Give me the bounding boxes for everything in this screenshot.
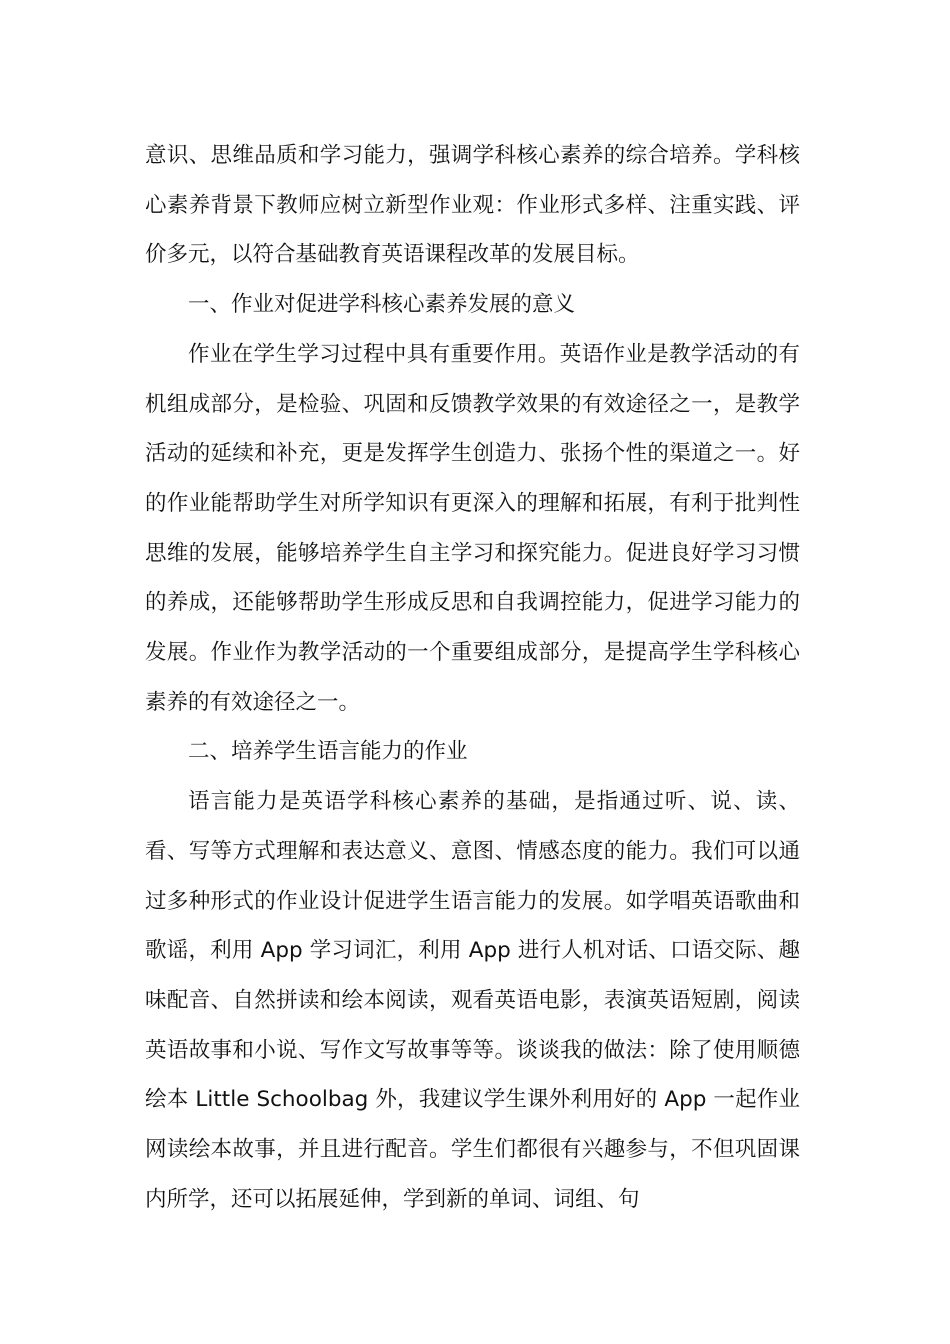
paragraph-homework-significance: 作业在学生学习过程中具有重要作用。英语作业是教学活动的有机组成部分，是检验、巩固和反馈教学效果的有效途径之一，是教学活动的延续和补充，更是发挥学生创造力、张扬个性的渠道之一。好的作业能帮助学生对所学知识有更深入的理解和拓展，有利于批判性思维的发展，能够培养学生自主学习和探究能力。促进良好学习习惯的养成，还能够帮助学生形成反思和自我调控能力，促进学习能力的发展。作业作为教学活动的一个重要组成部分，是提高学生学科核心素养的有效途径之一。 (145, 341, 800, 715)
paragraph-continuation: 意识、思维品质和学习能力，强调学科核心素养的综合培养。学科核心素养背景下教师应树立新型作业观：作业形式多样、注重实践、评价多元，以符合基础教育英语课程改革的发展目标。 (145, 143, 800, 268)
section-heading-1: 一、作业对促进学科核心素养发展的意义 (188, 292, 576, 318)
section-heading-2: 二、培养学生语言能力的作业 (188, 739, 468, 765)
document-body (145, 131, 800, 1224)
paragraph-language-ability: 语言能力是英语学科核心素养的基础，是指通过听、说、读、看、写等方式理解和表达意义、意图、情感态度的能力。我们可以通过多种形式的作业设计促进学生语言能力的发展。如学唱英语歌曲和歌谣，利用 App 学习词汇，利用 App 进行人机对话、口语交际、趣味配音、自然拼读和绘本阅读，观看英语电影，表演英语短剧，阅读英语故事和小说、写作文写故事等等。谈谈我的做法：除了使用顺德绘本 Little Schoolbag 外，我建议学生课外利用好的 App 一起作业网读绘本故事，并且进行配音。学生们都很有兴趣参与，不但巩固课内所学，还可以拓展延伸，学到新的单词、词组、句 (145, 789, 800, 1212)
